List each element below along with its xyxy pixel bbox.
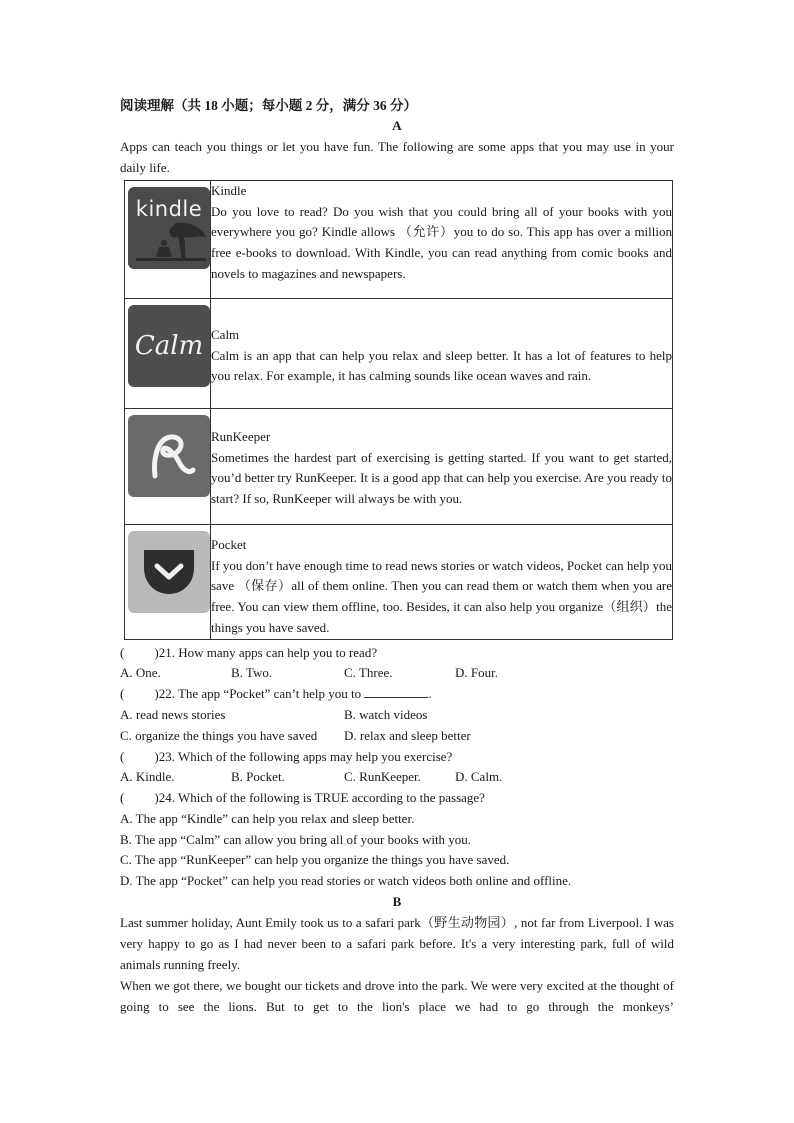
option-b[interactable]: B. The app “Calm” can allow you bring all of your books with you. — [120, 831, 472, 847]
apps-table — [124, 180, 673, 640]
pocket-icon — [128, 531, 210, 613]
option-d[interactable]: D. The app “Pocket” can help you read stories or watch videos both online and offline. — [120, 873, 572, 889]
option-d[interactable]: D. Four. — [455, 665, 498, 681]
options-22-row2 — [120, 726, 674, 747]
calm-icon — [128, 305, 210, 387]
option-c[interactable]: C. The app “RunKeeper” can help you organize the things you have saved. — [120, 852, 510, 868]
app-name-pocket: Pocket — [211, 537, 247, 552]
option-a[interactable]: A. read news stories — [120, 706, 226, 722]
app-description-kindle: Do you love to read? Do you wish that you could bring all of your books with you everywhere you go? Kindle allows （允许）you to do so. This app has over a million free e-books to download. With Kindle, you can read anything from comic books and novels to magazines and newspapers. — [211, 203, 672, 281]
question-21: ( )21. How many apps can help you to read? — [120, 644, 378, 660]
runkeeper-logo-icon — [139, 426, 199, 486]
answer-blank[interactable] — [364, 684, 428, 698]
question-24: ( )24. Which of the following is TRUE according to the passage? — [120, 790, 485, 806]
option-d[interactable]: D. relax and sleep better — [344, 727, 471, 743]
pocket-logo-icon — [140, 546, 198, 598]
calm-icon-text: Calm — [134, 331, 204, 361]
passage-a-label: A — [392, 118, 402, 133]
section-title: 阅读理解（共 18 小题；每小题 2 分，满分 36 分） — [120, 98, 417, 113]
question-stem: 22. The app “Pocket” can’t help you to — [158, 686, 362, 702]
questions — [120, 643, 674, 893]
option-a[interactable]: A. The app “Kindle” can help you relax and sleep better. — [120, 810, 415, 826]
option-b[interactable]: B. Pocket. — [231, 769, 285, 785]
runkeeper-icon — [128, 415, 210, 497]
kindle-icon-text: kindle — [135, 197, 203, 221]
option-c[interactable]: C. organize the things you have saved — [120, 727, 318, 743]
app-row-runkeeper — [125, 409, 673, 525]
option-b[interactable]: B. watch videos — [344, 706, 428, 722]
question-stem: 21. How many apps can help you to read? — [158, 644, 378, 660]
app-description-runkeeper: Sometimes the hardest part of exercising is getting started. If you want to get started, you’d better try RunKeeper. It is a good app that can help you exercise. Are you ready to start? If so, RunKeeper will always be with you. — [211, 449, 672, 507]
exam-page — [120, 96, 674, 1017]
options-23 — [120, 767, 674, 788]
app-description-calm: Calm is an app that can help you relax and sleep better. It has a lot of features to help you relax. For example, it has calming sounds like ocean waves and rain. — [211, 347, 672, 384]
passage-b-paragraph-2: When we got there, we bought our tickets and drove into the park. We were very excited at the thought of going to see the lions. But to get to the lion's place we had to go through the monkeys’ — [120, 978, 674, 1015]
app-description-pocket: If you don’t have enough time to read news stories or watch videos, Pocket can help you save （保存）all of them online. Then you can read them or watch them when you are free. You can view them offline, too. Besides, it can also help you organize（组织）the things you have saved. — [211, 557, 672, 635]
kindle-icon — [128, 187, 210, 269]
option-a[interactable]: A. Kindle. — [120, 769, 175, 785]
reader-tree-icon — [128, 221, 210, 261]
question-22: ( )22. The app “Pocket” can’t help you to . — [120, 686, 432, 702]
options-21 — [120, 663, 674, 684]
option-b[interactable]: B. Two. — [231, 665, 273, 681]
app-name-calm: Calm — [211, 327, 240, 342]
app-row-pocket — [125, 525, 673, 640]
app-row-calm — [125, 299, 673, 409]
passage-b-label: B — [392, 894, 402, 910]
passage-a-intro: Apps can teach you things or let you have fun. The following are some apps that you may use in your daily life. — [120, 139, 674, 175]
app-name-runkeeper: RunKeeper — [211, 429, 271, 444]
options-22-row1 — [120, 705, 674, 726]
option-d[interactable]: D. Calm. — [455, 769, 503, 785]
question-stem: 23. Which of the following apps may help you exercise? — [158, 748, 453, 764]
option-c[interactable]: C. RunKeeper. — [344, 769, 421, 785]
question-stem: 24. Which of the following is TRUE according to the passage? — [158, 790, 485, 806]
passage-b-paragraph-1: Last summer holiday, Aunt Emily took us to a safari park（野生动物园）, not far from Liverpool. I was very happy to go as I had never been to a safari park before. It's a very interesting park, full of wild animals running freely. — [120, 915, 674, 973]
app-name-kindle: Kindle — [211, 183, 247, 198]
app-row-kindle — [125, 181, 673, 299]
question-23: ( )23. Which of the following apps may help you exercise? — [120, 748, 453, 764]
option-a[interactable]: A. One. — [120, 665, 161, 681]
option-c[interactable]: C. Three. — [344, 665, 393, 681]
